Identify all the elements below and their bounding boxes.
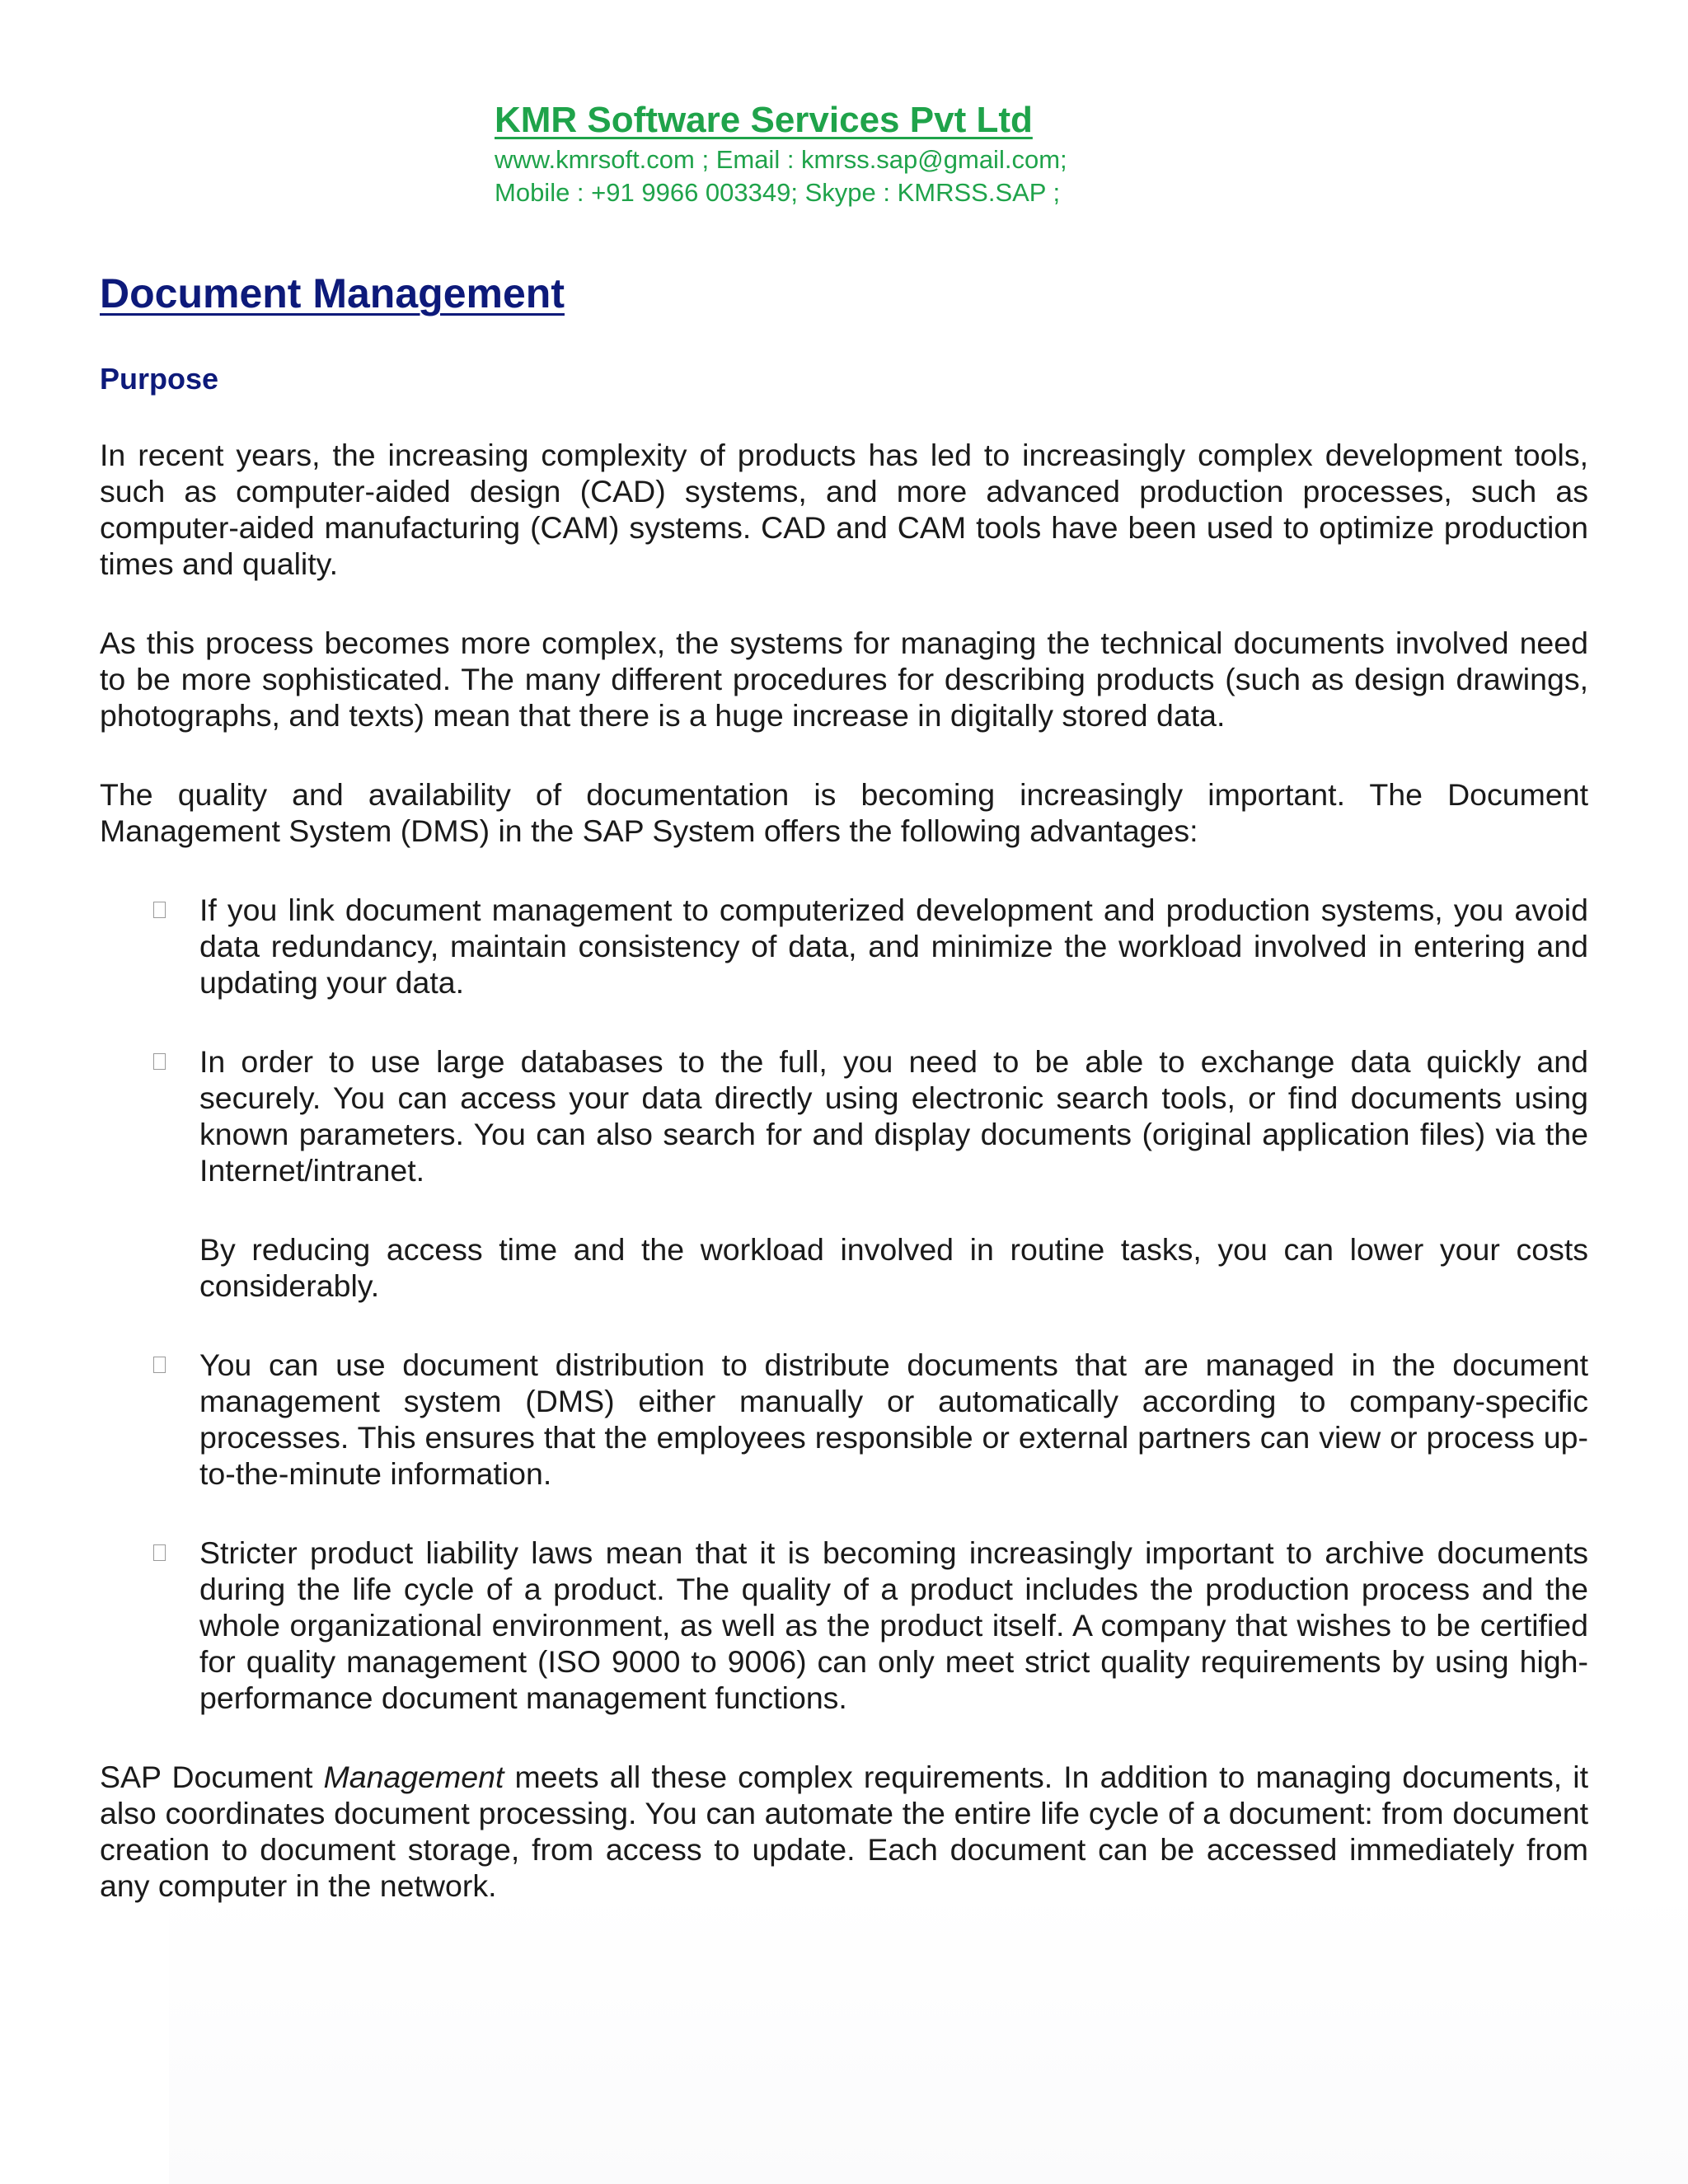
bullet-text: In order to use large databases to the full, you need to be able to exchange data quickly and securely. You can access your data directly using electronic search tools, or find documents using known parameters. You can also search for and display documents (original application files) via the Internet/intranet. bbox=[199, 1044, 1588, 1188]
bullet-text: You can use document distribution to distribute documents that are managed in the document management system (DMS) either manually or automatically according to company-specific processes. This ensures that the employees responsible or external partners can view or process up-to-the-minute information. bbox=[199, 1347, 1588, 1491]
section-heading-purpose: Purpose bbox=[100, 362, 219, 396]
bullet-continuation: By reducing access time and the workload involved in routine tasks, you can lower your costs considerably. bbox=[199, 1232, 1588, 1303]
bullet-item bbox=[100, 1535, 1588, 1716]
bullet-box-icon bbox=[153, 1053, 166, 1070]
document-title: Document Management bbox=[100, 270, 565, 316]
contact-web-email: www.kmrsoft.com ; Email : kmrss.sap@gmail.com; bbox=[495, 145, 1067, 174]
bullet-box-icon bbox=[153, 1544, 166, 1561]
bullet-item bbox=[100, 1043, 1588, 1188]
closing-text-start: SAP Document bbox=[100, 1760, 324, 1794]
bullet-box-icon bbox=[153, 902, 166, 918]
bullet-item bbox=[100, 892, 1588, 1001]
bullet-item bbox=[100, 1347, 1588, 1492]
closing-italic-word: Management bbox=[323, 1760, 504, 1794]
company-name: KMR Software Services Pvt Ltd bbox=[495, 100, 1033, 140]
paragraph: As this process becomes more complex, the systems for managing the technical documents involved need to be more sophisticated. The many different procedures for describing products (such as design drawings, photographs, and texts) mean that there is a huge increase in digitally stored data. bbox=[100, 626, 1588, 733]
paragraph: In recent years, the increasing complexity of products has led to increasingly complex development tools, such as computer-aided design (CAD) systems, and more advanced production processes, such as computer-aided manufacturing (CAM) systems. CAD and CAM tools have been used to optimize production times and quality. bbox=[100, 438, 1588, 581]
bullet-text: If you link document management to computerized development and production systems, you avoid data redundancy, maintain consistency of data, and minimize the workload involved in entering and updating your data. bbox=[199, 893, 1588, 1000]
contact-phone-skype: Mobile : +91 9966 003349; Skype : KMRSS.SAP ; bbox=[495, 178, 1061, 207]
bullet-box-icon bbox=[153, 1357, 166, 1373]
document-body bbox=[100, 265, 1588, 1947]
paragraph: The quality and availability of documentation is becoming increasingly important. The Document Management System (DMS) in the SAP System offers the following advantages: bbox=[100, 777, 1588, 848]
closing-paragraph bbox=[100, 1759, 1588, 1904]
bullet-text: Stricter product liability laws mean that it is becoming increasingly important to archive documents during the life cycle of a product. The quality of a product includes the production process and the whole organizational environment, as well as the product itself. A company that wishes to be certified for quality management (ISO 9000 to 9006) can only meet strict quality requirements by using high-performance document management functions. bbox=[199, 1535, 1588, 1715]
letterhead bbox=[495, 97, 1236, 209]
closing-text-end: meets all these complex requirements. In addition to managing documents, it also coordinates document processing. You can automate the entire life cycle of a document: from document creation to document storage, from access to update. Each document can be accessed immediately from any computer in the network. bbox=[100, 1760, 1588, 1903]
